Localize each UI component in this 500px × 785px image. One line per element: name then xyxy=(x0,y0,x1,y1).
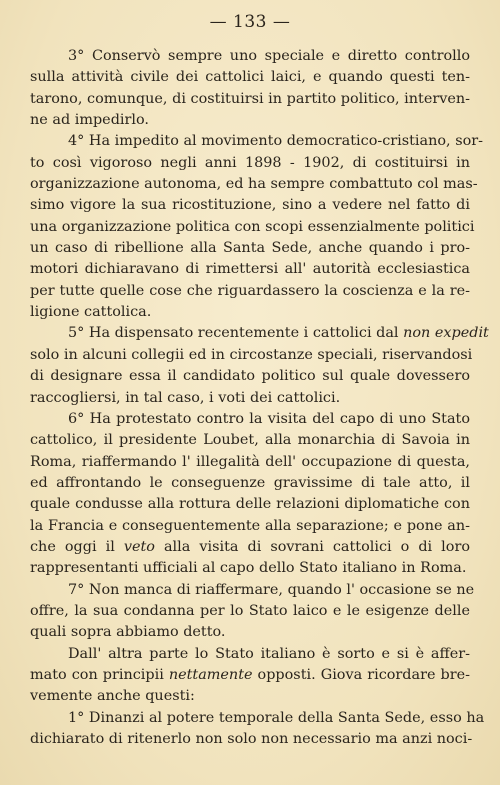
text-line xyxy=(30,46,470,67)
page-number: — 133 — xyxy=(209,12,291,32)
text-line-content: di designare essa il candidato politico sul quale dovessero xyxy=(30,368,470,385)
text-line xyxy=(30,153,470,174)
text-line-content: dichiarato di ritenerlo non solo non necessario ma anzi noci- xyxy=(30,731,473,747)
text-line xyxy=(30,665,470,686)
text-line-content: 6° Ha protestato contro la visita del capo di uno Stato xyxy=(68,410,470,427)
text-line xyxy=(30,452,470,473)
text-line-content: vemente anche questi: xyxy=(30,688,195,705)
text-line xyxy=(30,644,470,665)
text-line-content: quale condusse alla rottura delle relazioni diplomatiche con xyxy=(30,496,470,513)
text-line xyxy=(30,217,475,238)
text-line xyxy=(30,601,470,622)
text-line-content: simo vigore la sua ricostituzione, sino a vedere nel fatto di xyxy=(30,197,470,214)
text-line-content: Roma, riaffermando l' illegalità dell' occupazione di questa, xyxy=(30,453,470,470)
text-line xyxy=(30,302,470,323)
italic-term: nettamente xyxy=(168,666,253,683)
text-line xyxy=(30,281,470,302)
text-line xyxy=(30,430,470,451)
text-line xyxy=(30,686,470,707)
text-line-content: 1° Dinanzi al potere temporale della Santa Sede, esso ha xyxy=(68,709,485,726)
text-line xyxy=(30,89,470,110)
text-line xyxy=(30,174,478,195)
text-line-content: offre, la sua condanna per lo Stato laico e le esigenze delle xyxy=(30,602,470,619)
text-line-content: 3° Conservò sempre uno speciale e diretto controllo xyxy=(68,48,470,64)
text-line xyxy=(30,388,470,409)
text-line xyxy=(30,366,470,387)
text-line-content: 7° Non manca di riaffermare, quando l' occasione se ne xyxy=(68,581,475,598)
text-line xyxy=(30,580,475,601)
text-line xyxy=(30,195,470,216)
text-line-content: motori dichiaravano di rimettersi all' autorità ecclesiastica xyxy=(30,261,470,278)
text-line-content: raccogliersi, in tal caso, i voti dei cattolici. xyxy=(30,389,341,406)
italic-term: veto xyxy=(123,538,155,555)
text-line xyxy=(30,238,470,259)
text-line xyxy=(30,708,485,729)
text-line-content: che oggi il xyxy=(30,538,124,555)
text-line-content: 4° Ha impedito al movimento democratico-cristiano, sor- xyxy=(68,133,483,150)
text-line-content: la Francia e conseguentemente alla separazione; e pone an- xyxy=(30,517,470,534)
text-line-content: ed affrontando le conseguenze gravissime di tale atto, il xyxy=(30,474,470,491)
text-line-content: 5° Ha dispensato recentemente i cattolici dal xyxy=(68,325,404,342)
text-line-content: to così vigoroso negli anni 1898 - 1902, di costituirsi in xyxy=(30,154,470,171)
text-line xyxy=(30,110,470,131)
text-line xyxy=(30,558,470,579)
text-line-content: Dall' altra parte lo Stato italiano è sorto e si è affer- xyxy=(68,645,470,662)
text-line-content: mato con principii xyxy=(30,666,169,683)
text-line-content: tarono, comunque, di costituirsi in partito politico, interven- xyxy=(30,90,470,107)
text-line-content: rappresentanti ufficiali al capo dello Stato italiano in Roma. xyxy=(30,560,467,577)
text-line-content: un caso di ribellione alla Santa Sede, anche quando i pro- xyxy=(30,240,470,257)
text-line-content: ne ad impedirlo. xyxy=(30,112,149,129)
text-line-continuation: opposti. Giova ricordare bre- xyxy=(252,666,470,683)
italic-term: non expedit xyxy=(403,325,489,342)
text-line-content: cattolico, il presidente Loubet, alla monarchia di Savoia in xyxy=(30,432,470,449)
page-body-text xyxy=(30,46,489,750)
text-line-content: ligione cattolica. xyxy=(30,304,152,321)
text-line-content: solo in alcuni collegii ed in circostanze speciali, riservandosi xyxy=(30,346,473,363)
text-line-content: quali sopra abbiamo detto. xyxy=(30,624,226,641)
text-line xyxy=(30,494,470,515)
text-line xyxy=(30,516,470,537)
text-line xyxy=(30,323,489,344)
text-line xyxy=(30,259,470,280)
text-line xyxy=(30,409,470,430)
text-line xyxy=(30,131,483,152)
text-line xyxy=(30,345,473,366)
text-line xyxy=(30,473,470,494)
text-line xyxy=(30,67,470,88)
text-line xyxy=(30,622,470,643)
text-line-content: sulla attività civile dei cattolici laici, e quando questi ten- xyxy=(30,69,470,86)
text-line xyxy=(30,537,470,558)
text-line xyxy=(30,729,473,750)
text-line-continuation: alla visita di sovrani cattolici o di loro xyxy=(154,538,470,555)
text-line-content: organizzazione autonoma, ed ha sempre combattuto col mas- xyxy=(30,176,478,193)
text-line-content: una organizzazione politica con scopi essenzialmente politici xyxy=(30,218,475,235)
text-line-content: per tutte quelle cose che riguardassero la coscienza e la re- xyxy=(30,282,470,299)
